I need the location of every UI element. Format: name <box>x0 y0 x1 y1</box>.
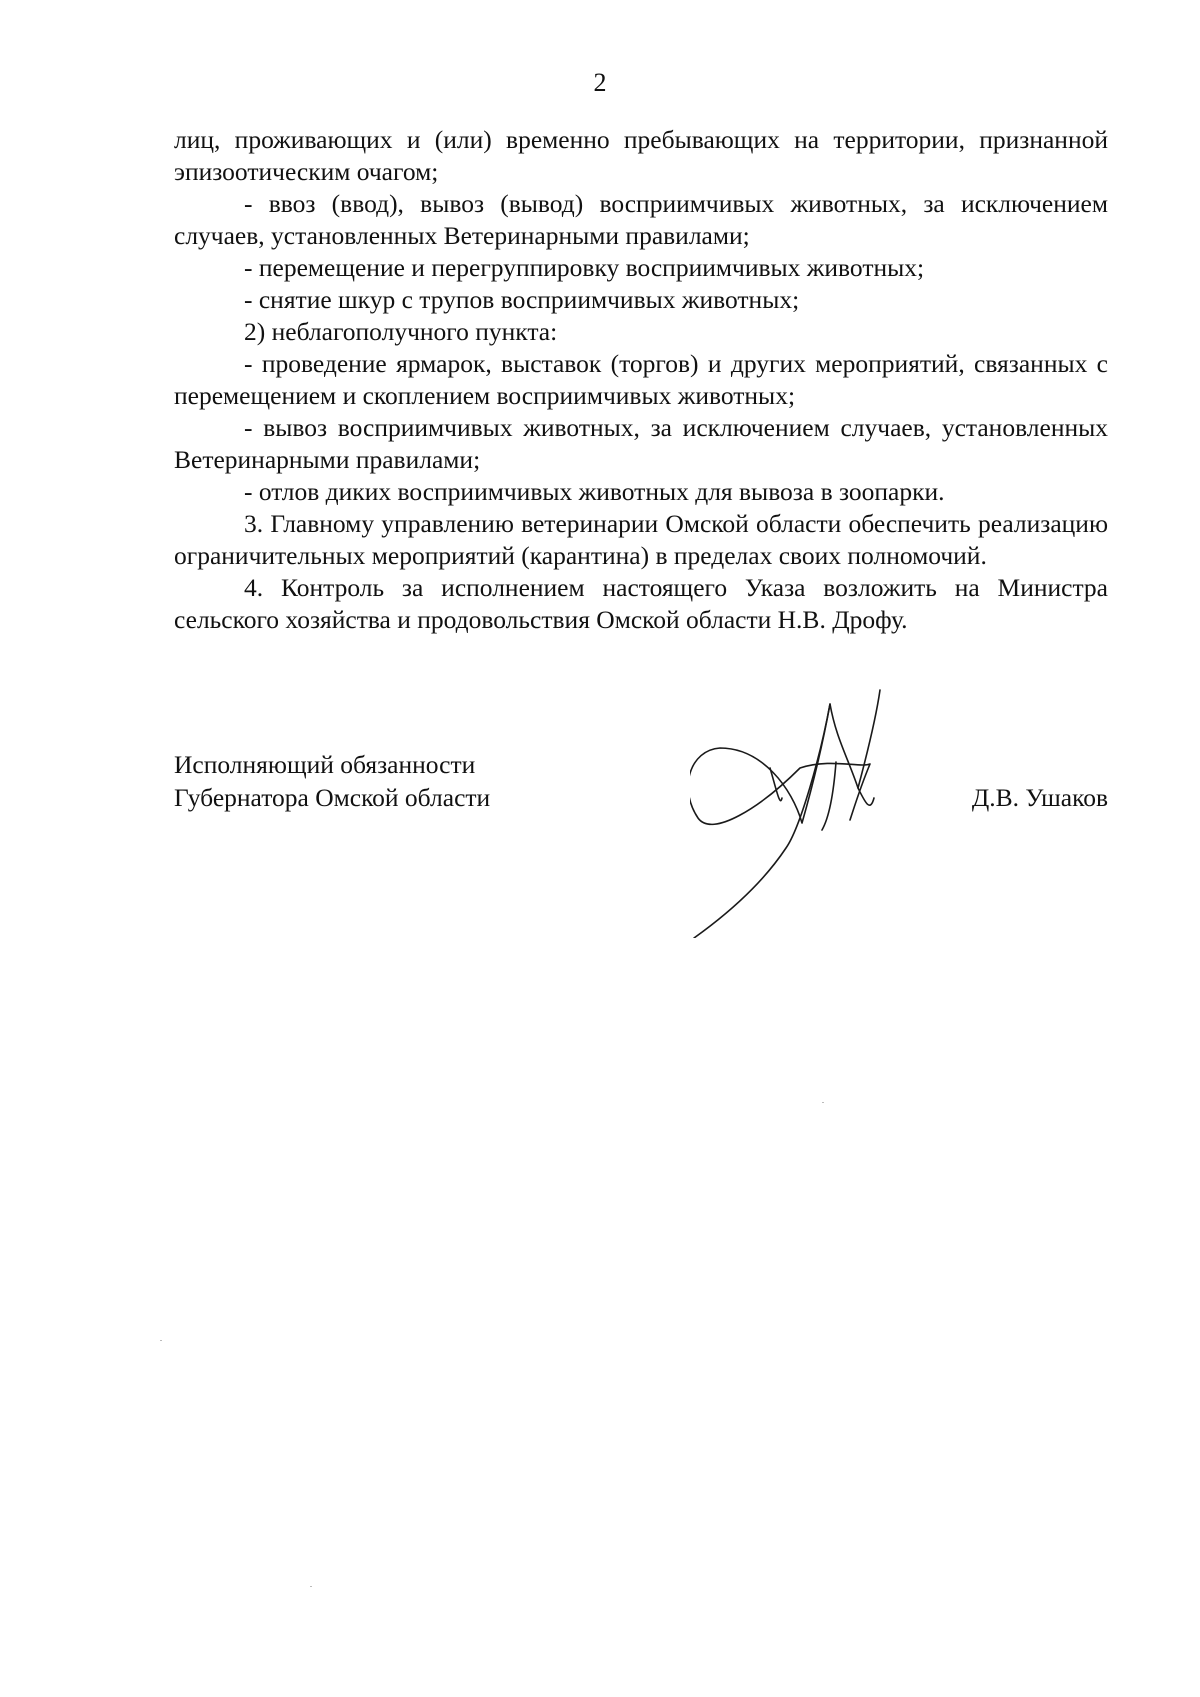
signer-position <box>174 748 594 814</box>
signer-name: Д.В. Ушаков <box>971 783 1108 812</box>
paragraph: 2) неблагополучного пункта: <box>244 317 558 346</box>
document-body <box>174 124 1108 636</box>
signature-stroke <box>770 768 782 801</box>
scan-speck <box>822 1102 824 1103</box>
paragraph: 4. Контроль за исполнением настоящего Указа возложить на Министра сельского хозяйства и продовольствия Омской области Н.В. Дрофу. <box>174 573 1108 634</box>
paragraph: - ввоз (ввод), вывоз (вывод) восприимчивых животных, за исключением случаев, установленных Ветеринарными правилами; <box>174 189 1108 250</box>
paragraph: - вывоз восприимчивых животных, за исключением случаев, установленных Ветеринарными правилами; <box>174 413 1108 474</box>
signature-stroke <box>690 690 880 824</box>
paragraph: - снятие шкур с трупов восприимчивых животных; <box>244 285 800 314</box>
signature-stroke <box>694 704 830 938</box>
page-number: 2 <box>593 68 607 97</box>
paragraph: - отлов диких восприимчивых животных для вывоза в зоопарки. <box>244 477 945 506</box>
paragraph: 3. Главному управлению ветеринарии Омской области обеспечить реализацию ограничительных мероприятий (карантина) в пределах своих полномочий. <box>174 509 1108 570</box>
signature-stroke <box>822 762 836 830</box>
scan-speck <box>160 1340 162 1341</box>
scan-speck <box>310 1586 312 1587</box>
signer-position-line: Губернатора Омской области <box>174 783 491 812</box>
paragraph: - проведение ярмарок, выставок (торгов) и других мероприятий, связанных с перемещением и скоплением восприимчивых животных; <box>174 349 1108 410</box>
handwritten-signature <box>690 688 950 938</box>
paragraph: - перемещение и перегруппировку восприимчивых животных; <box>244 253 925 282</box>
signer-position-line: Исполняющий обязанности <box>174 750 476 779</box>
paragraph: лиц, проживающих и (или) временно пребывающих на территории, признанной эпизоотическим очагом; <box>174 125 1108 186</box>
